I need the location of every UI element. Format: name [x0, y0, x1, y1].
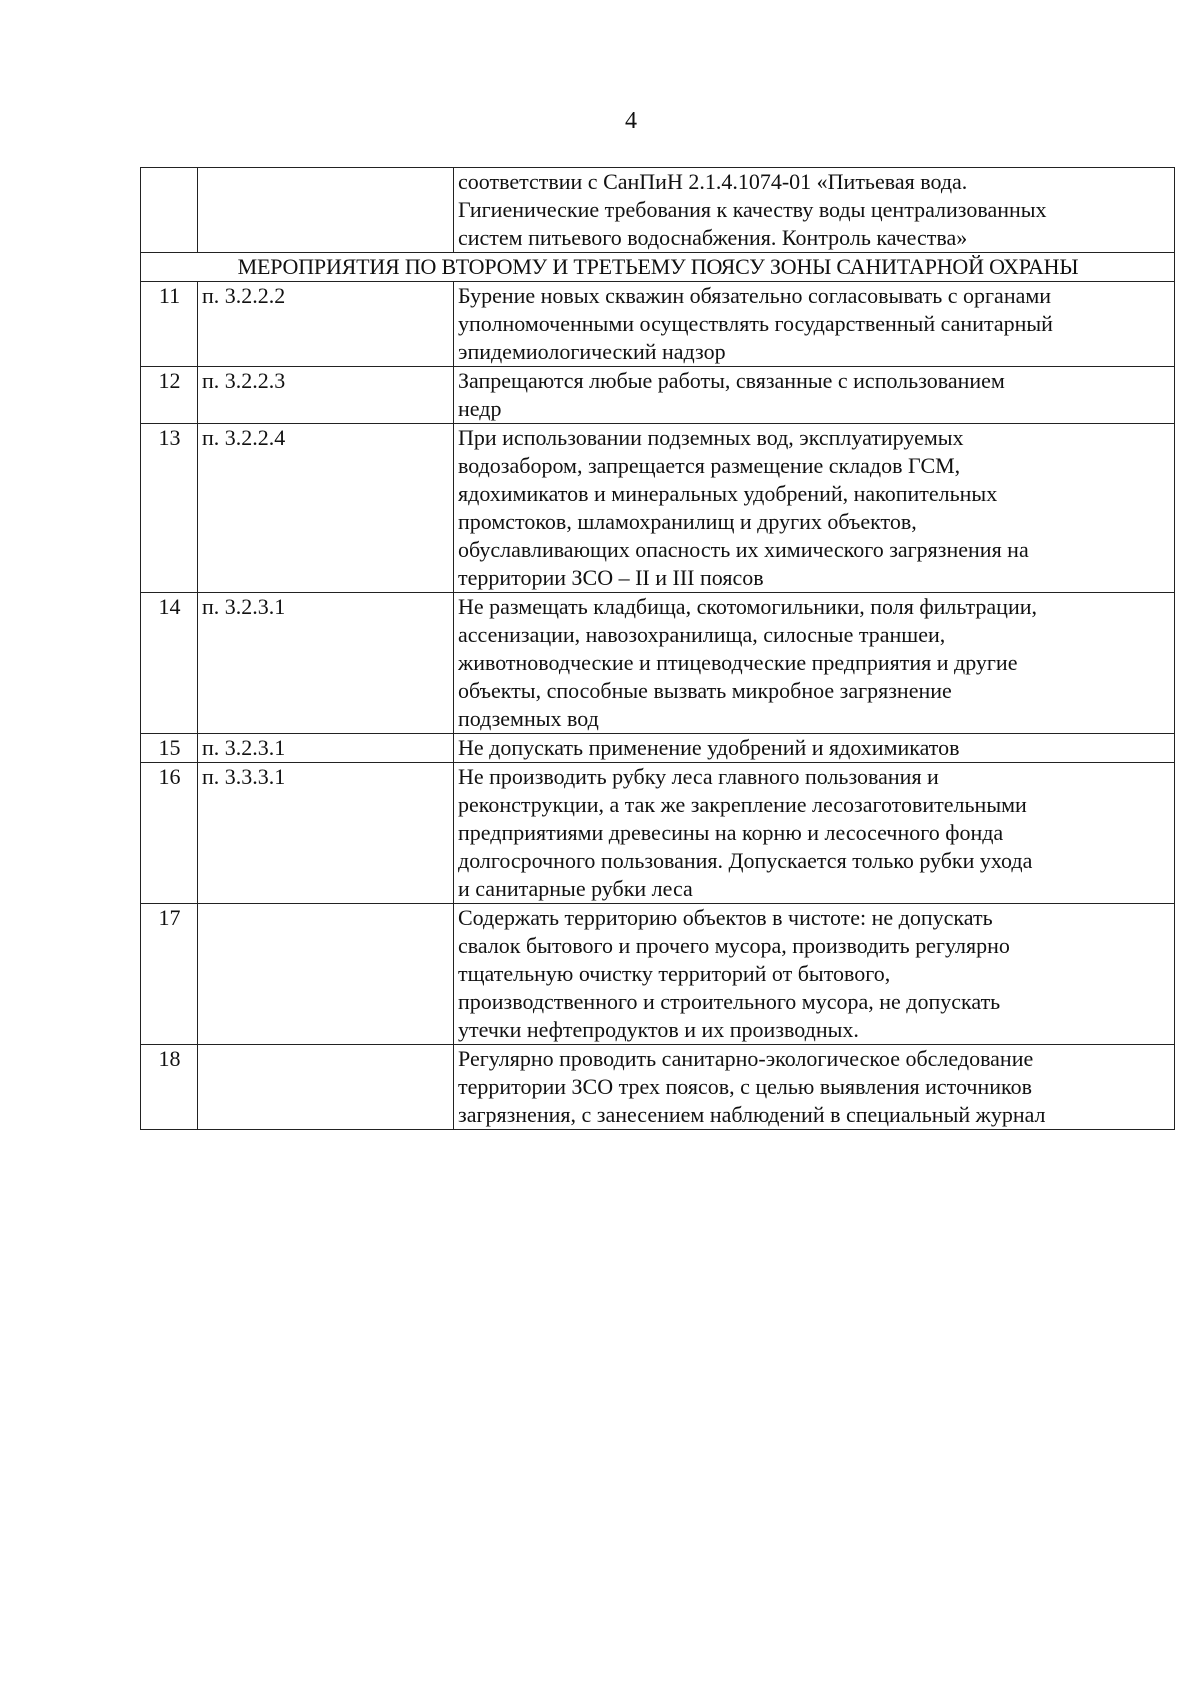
text-line: промстоков, шламохранилищ и других объектов,	[458, 509, 917, 534]
text-line: систем питьевого водоснабжения. Контроль качества»	[458, 225, 968, 250]
table-row	[141, 424, 1175, 593]
text-line: Гигиенические требования к качеству воды централизованных	[458, 197, 1047, 222]
text-line: Регулярно проводить санитарно-экологическое обследование	[458, 1046, 1034, 1071]
row-text	[454, 734, 1175, 763]
row-reference: п. 3.2.2.4	[198, 424, 454, 593]
row-number: 18	[141, 1045, 198, 1130]
text-line: производственного и строительного мусора, не допускать	[458, 989, 1001, 1014]
page-number: 4	[625, 108, 637, 134]
row-number: 16	[141, 763, 198, 904]
row-reference: п. 3.2.2.2	[198, 282, 454, 367]
text-line: утечки нефтепродуктов и их производных.	[458, 1017, 859, 1042]
text-line: обуславливающих опасность их химического загрязнения на	[458, 537, 1029, 562]
text-line: объекты, способные вызвать микробное загрязнение	[458, 678, 952, 703]
text-line: ядохимикатов и минеральных удобрений, накопительных	[458, 481, 998, 506]
row-number: 12	[141, 367, 198, 424]
text-line: недр	[458, 396, 502, 421]
row-number: 13	[141, 424, 198, 593]
ref-cell	[198, 168, 454, 253]
row-number: 14	[141, 593, 198, 734]
text-line: эпидемиологический надзор	[458, 339, 726, 364]
row-text	[454, 424, 1175, 593]
section-header-row	[141, 253, 1175, 282]
row-reference: п. 3.2.2.3	[198, 367, 454, 424]
row-reference	[198, 904, 454, 1045]
text-cell	[454, 168, 1175, 253]
text-line: территории ЗСО трех поясов, с целью выявления источников	[458, 1074, 1032, 1099]
text-line: соответствии с СанПиН 2.1.4.1074-01 «Питьевая вода.	[458, 169, 968, 194]
row-reference: п. 3.3.3.1	[198, 763, 454, 904]
table-row	[141, 593, 1175, 734]
row-text	[454, 904, 1175, 1045]
row-number: 15	[141, 734, 198, 763]
text-line: животноводческие и птицеводческие предприятия и другие	[458, 650, 1018, 675]
continuation-row	[141, 168, 1175, 253]
row-number: 17	[141, 904, 198, 1045]
text-line: Запрещаются любые работы, связанные с использованием	[458, 368, 1005, 393]
text-line: предприятиями древесины на корню и лесосечного фонда	[458, 820, 1004, 845]
text-line: долгосрочного пользования. Допускается только рубки ухода	[458, 848, 1033, 873]
text-line: Содержать территорию объектов в чистоте: не допускать	[458, 905, 993, 930]
row-reference: п. 3.2.3.1	[198, 593, 454, 734]
text-line: Не размещать кладбища, скотомогильники, поля фильтрации,	[458, 594, 1038, 619]
row-text	[454, 282, 1175, 367]
text-line: и санитарные рубки леса	[458, 876, 693, 901]
measures-table	[140, 167, 1175, 1130]
row-text	[454, 1045, 1175, 1130]
row-reference	[198, 1045, 454, 1130]
table-row	[141, 282, 1175, 367]
table-row	[141, 763, 1175, 904]
text-line: Не производить рубку леса главного пользования и	[458, 764, 939, 789]
text-line: ассенизации, навозохранилища, силосные траншеи,	[458, 622, 946, 647]
num-cell	[141, 168, 198, 253]
table-row	[141, 1045, 1175, 1130]
text-line: Не допускать применение удобрений и ядохимикатов	[458, 735, 960, 760]
row-text	[454, 593, 1175, 734]
text-line: водозабором, запрещается размещение складов ГСМ,	[458, 453, 961, 478]
table-row	[141, 734, 1175, 763]
text-line: уполномоченными осуществлять государственный санитарный	[458, 311, 1053, 336]
text-line: загрязнения, с занесением наблюдений в специальный журнал	[458, 1102, 1046, 1127]
text-line: подземных вод	[458, 706, 599, 731]
row-number: 11	[141, 282, 198, 367]
section-title: МЕРОПРИЯТИЯ ПО ВТОРОМУ И ТРЕТЬЕМУ ПОЯСУ ЗОНЫ САНИТАРНОЙ ОХРАНЫ	[141, 253, 1175, 282]
row-reference: п. 3.2.3.1	[198, 734, 454, 763]
text-line: территории ЗСО – II и III поясов	[458, 565, 764, 590]
text-line: Бурение новых скважин обязательно согласовывать с органами	[458, 283, 1052, 308]
table-row	[141, 367, 1175, 424]
text-line: тщательную очистку территорий от бытового,	[458, 961, 891, 986]
row-text	[454, 367, 1175, 424]
text-line: реконструкции, а так же закрепление лесозаготовительными	[458, 792, 1027, 817]
table-row	[141, 904, 1175, 1045]
text-line: При использовании подземных вод, эксплуатируемых	[458, 425, 964, 450]
row-text	[454, 763, 1175, 904]
text-line: свалок бытового и прочего мусора, производить регулярно	[458, 933, 1010, 958]
